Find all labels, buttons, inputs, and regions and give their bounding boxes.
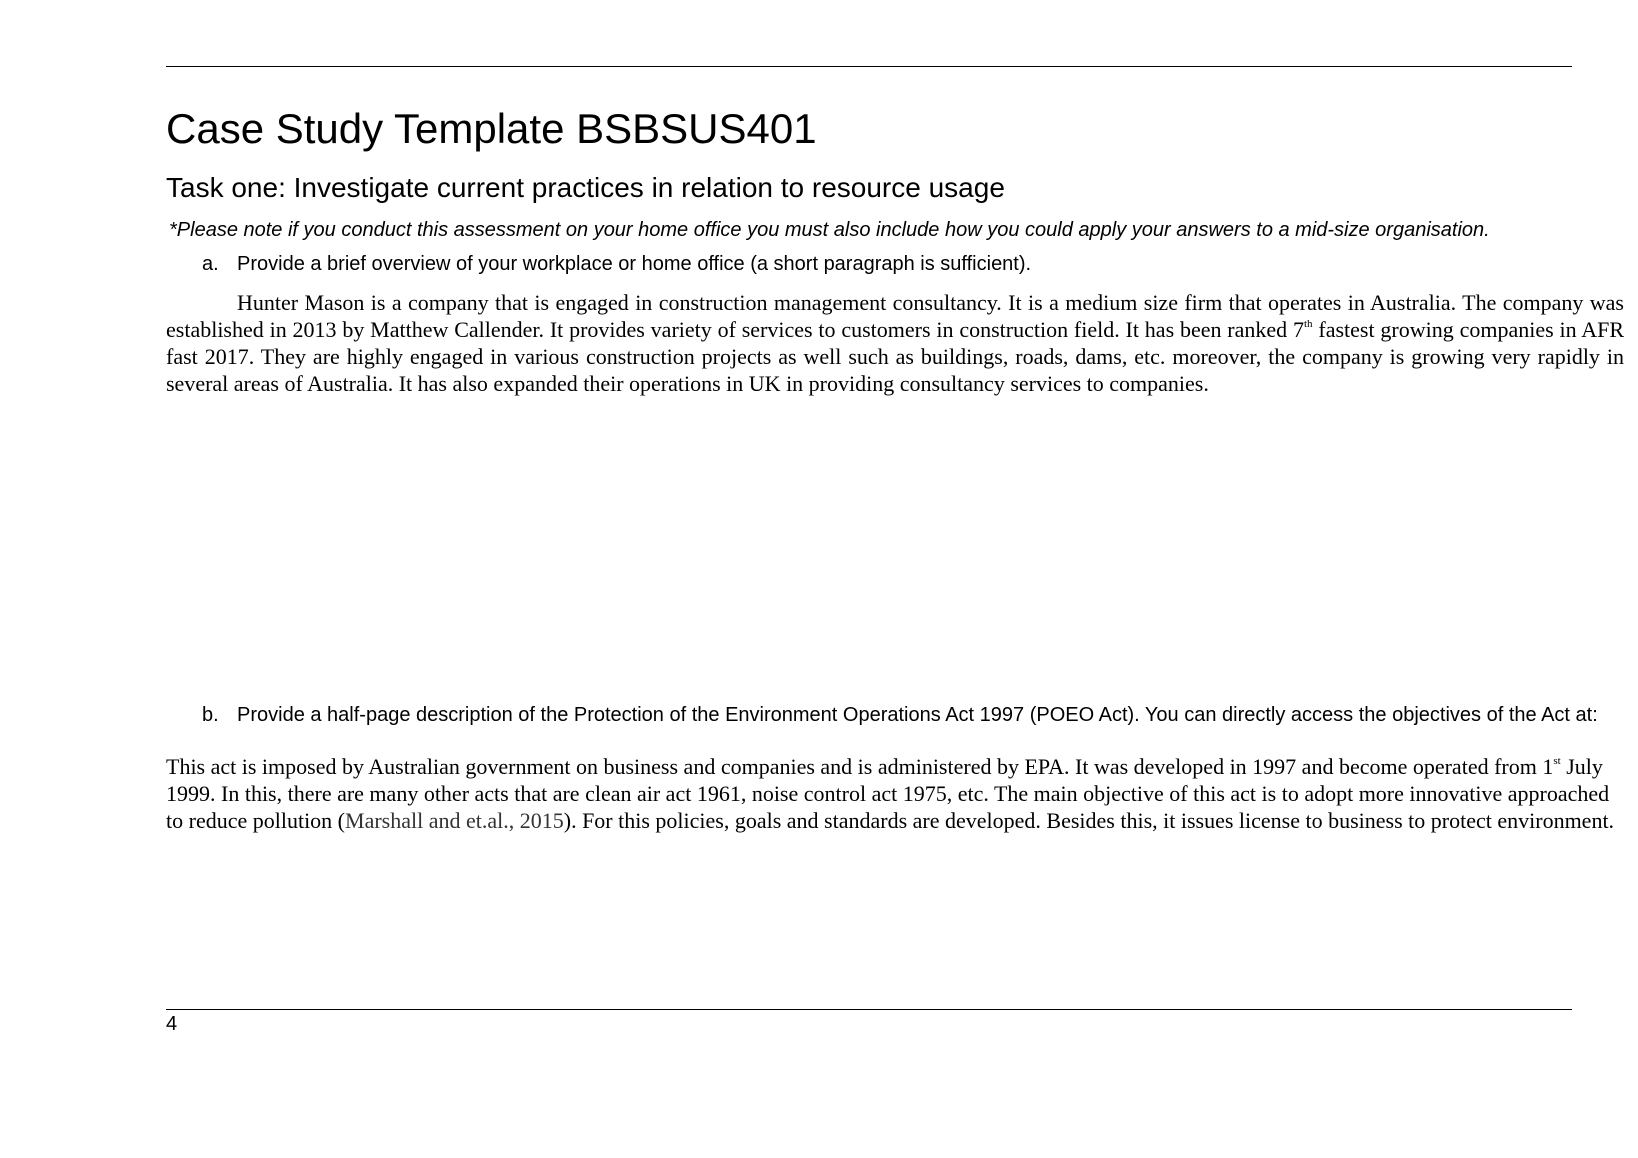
document-title: Case Study Template BSBSUS401 (166, 105, 817, 152)
footer-rule (166, 1009, 1572, 1010)
citation-reference: Marshall and et.al., 2015 (345, 808, 564, 833)
answer-b-paragraph (166, 753, 1626, 834)
header-rule (166, 66, 1572, 67)
page-number: 4 (166, 1013, 178, 1035)
answer-a-ordinal-suffix: th (1304, 317, 1313, 330)
answer-a-paragraph (166, 289, 1624, 397)
assessment-note: *Please note if you conduct this assessment on your home office you must also include how you could apply your answers to a mid-size organisation. (169, 219, 1490, 241)
question-a (166, 252, 1616, 277)
task-heading: Task one: Investigate current practices in relation to resource usage (166, 172, 1005, 203)
answer-b-text-3: ). For this policies, goals and standards are developed. Besides this, it issues license to business to protect environment. (563, 808, 1615, 833)
answer-b-text-2: July 1999. In this, there are many other acts that are clean air act 1961, noise control act 1975, etc. The main objective of this act is to adopt more innovative approached to reduce pollution ( (166, 754, 1610, 833)
question-a-marker: a. (202, 253, 219, 275)
question-b-text: Provide a half-page description of the Protection of the Environment Operations Act 1997 (POEO Act). You can directly access the objectives of the Act at: (237, 704, 1598, 726)
question-a-text: Provide a brief overview of your workplace or home office (a short paragraph is sufficient). (237, 253, 1032, 275)
answer-b-ordinal-suffix: st (1553, 754, 1561, 767)
question-b-marker: b. (202, 704, 219, 726)
answer-a-text-2: fastest growing companies in AFR fast 2017. They are highly engaged in various construction projects as well such as buildings, roads, dams, etc. moreover, the company is growing very rapidly in several areas of Australia. It has also expanded their operations in UK in providing consultancy services to companies. (166, 317, 1624, 396)
answer-b-text-1: This act is imposed by Australian government on business and companies and is administered by EPA. It was developed in 1997 and become operated from 1 (166, 754, 1554, 779)
answer-a-text-1: Hunter Mason is a company that is engaged in construction management consultancy. It is a medium size firm that operates in Australia. The company was established in 2013 by Matthew Callender. It provides variety of services to customers in construction field. It has been ranked 7 (166, 290, 1624, 342)
question-b (166, 703, 1616, 728)
